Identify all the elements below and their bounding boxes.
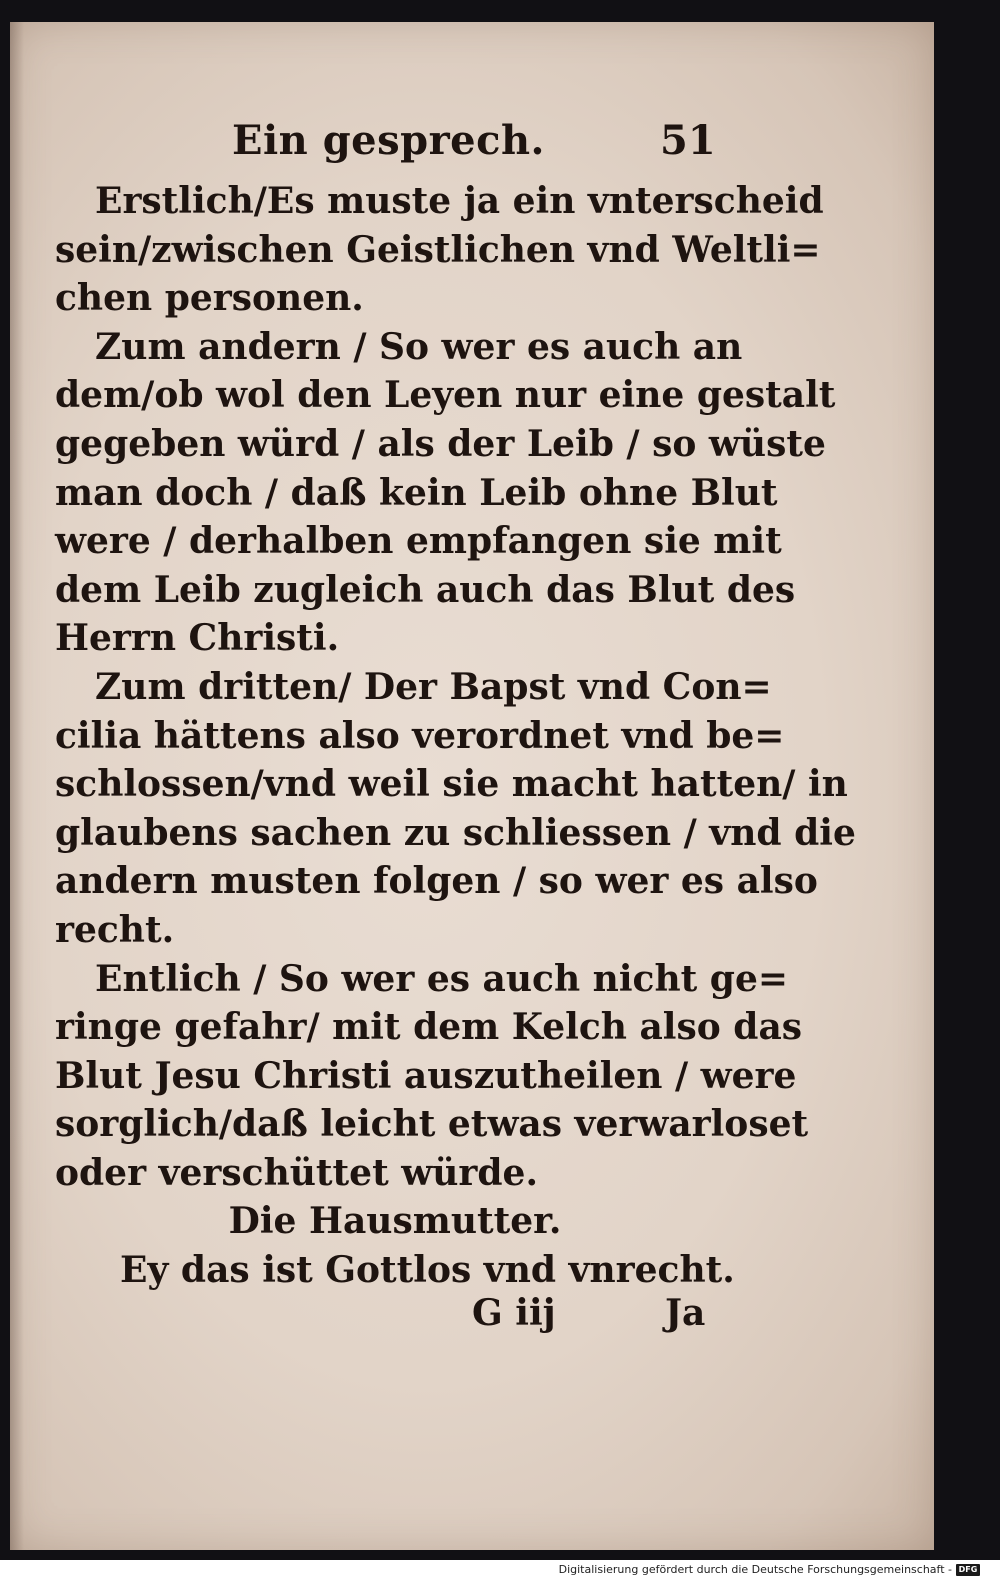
text-line: Erstlich/Es muste ja ein vnterscheid <box>95 180 824 222</box>
text-line: recht. <box>55 908 175 951</box>
text-line: Herrn Christi. <box>55 617 340 660</box>
running-head: Ein gesprech. <box>232 117 545 164</box>
main-text <box>55 177 856 1295</box>
text-line: sein/zwischen Geistlichen vnd Weltli= <box>55 228 821 271</box>
text-line: Zum dritten/ Der Bapst vnd Con= <box>95 665 772 708</box>
text-line: Entlich / So wer es auch nicht ge= <box>95 957 789 1000</box>
text-line: dem/ob wol den Leyen nur eine gestalt <box>55 374 836 417</box>
page-number: 51 <box>660 117 716 164</box>
text-line: gegeben würd / als der Leib / so wüste <box>55 422 826 465</box>
credit-text: Digitalisierung gefördert durch die Deutsche Forschungsgemeinschaft - <box>558 1563 952 1576</box>
signature-mark: G iij <box>472 1292 556 1334</box>
text-line: cilia hättens also verordnet vnd be= <box>55 714 785 757</box>
text-line: oder verschüttet würde. <box>55 1151 538 1194</box>
text-line: Zum andern / So wer es auch an <box>95 325 743 368</box>
text-line: dem Leib zugleich auch das Blut des <box>55 568 796 611</box>
text-line: sorglich/daß leicht etwas verwarloset <box>55 1103 809 1146</box>
text-line: schlossen/vnd weil sie macht hatten/ in <box>55 763 848 806</box>
text-line: glaubens sachen zu schliessen / vnd die <box>55 811 856 854</box>
page-foot <box>10 1292 934 1342</box>
text-line: chen personen. <box>55 277 364 320</box>
catchword: Ja <box>665 1292 706 1334</box>
text-line: Blut Jesu Christi auszutheilen / were <box>55 1054 797 1097</box>
text-line: were / derhalben empfangen sie mit <box>55 520 782 563</box>
speaker-heading: Die Hausmutter. <box>228 1200 562 1243</box>
text-line: man doch / daß kein Leib ohne Blut <box>55 471 778 514</box>
text-line: andern musten folgen / so wer es also <box>55 860 818 903</box>
page-header <box>10 117 934 177</box>
text-line: ringe gefahr/ mit dem Kelch also das <box>55 1006 803 1049</box>
dfg-logo-icon: DFG <box>956 1564 980 1576</box>
digitization-credit <box>559 1563 980 1576</box>
speaker-reply: Ey das ist Gottlos vnd vnrecht. <box>120 1249 735 1292</box>
book-page <box>10 22 934 1550</box>
page-gutter-shadow <box>10 22 24 1550</box>
